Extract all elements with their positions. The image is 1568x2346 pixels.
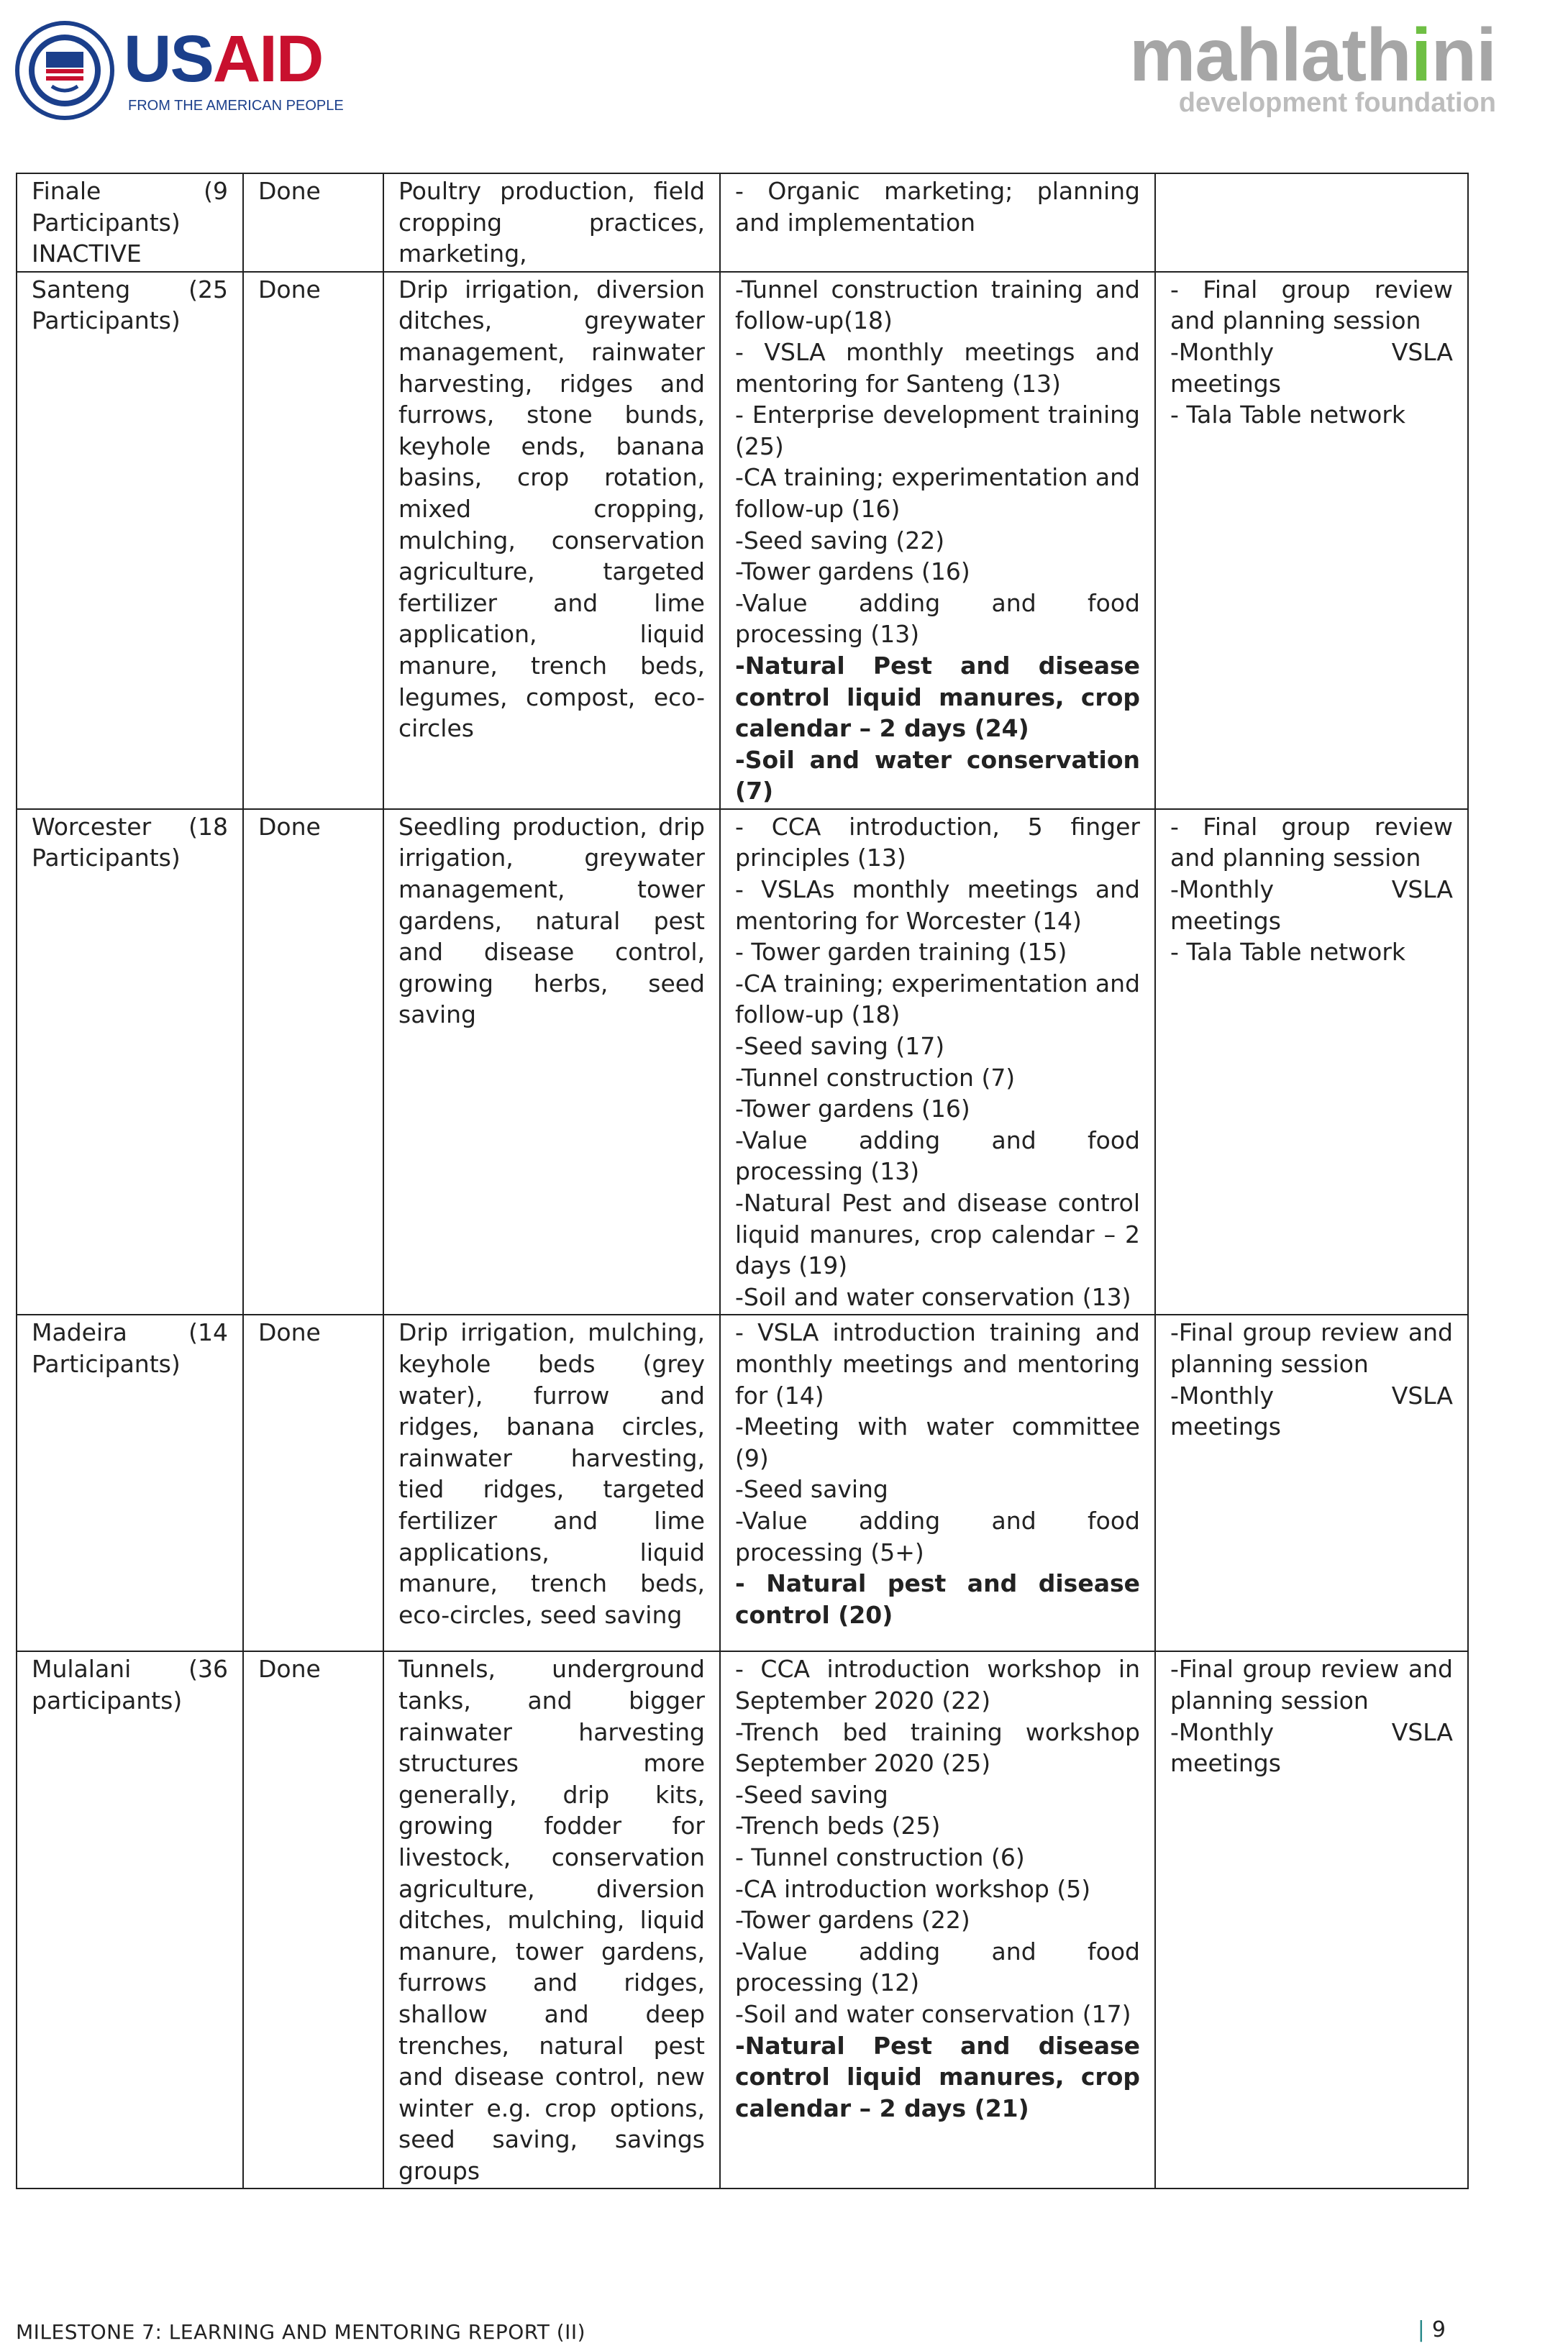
group-line: participants) [32,1686,183,1715]
activity-item: -CA training; experimentation and follow-up (16) [735,463,1141,523]
practices-text: Tunnels, underground tanks, and bigger rainwater harvesting structures more generally, drip kits, growing fodder for livestock, conservation agriculture, diversion ditches, mulching, liquid manure, tower gardens, furrows and ridges, shallow and deep trenches, natural pest and disease control, new winter e.g. crop options, seed saving, savings groups [398,1655,705,2185]
status-cell [243,809,383,1315]
table-row [17,809,1468,1315]
activity-item: -Natural Pest and disease control liquid manures, crop calendar – 2 days (19) [735,1189,1140,1280]
footer-page-number-block [1418,2317,1446,2342]
activity-item: - VSLA introduction training and monthly meetings and mentoring for (14) [735,1318,1140,1410]
status-text: Done [258,1655,321,1684]
activity-item: -Soil and water conservation (7) [735,745,1140,805]
group-cell [17,1651,243,2188]
table-row [17,1315,1468,1651]
status-text: Done [258,275,321,303]
group-line: INACTIVE [32,239,142,268]
status-cell [243,1651,383,2188]
group-line: Finale (9 [32,177,228,205]
group-cell [17,173,243,272]
practices-text: Drip irrigation, mulching, keyhole beds (grey water), furrow and ridges, banana circles, rainwater harvesting, tied ridges, targeted fertilizer and lime applications, liquid manure, trench beds, eco-circles, seed saving [398,1318,705,1629]
status-cell [243,272,383,809]
next-steps-cell [1155,1315,1468,1651]
activity-item: -Value adding and food processing (5+) [735,1506,1140,1566]
group-line: Mulalani (36 [32,1655,228,1684]
activity-item: -Seed saving [735,1780,888,1809]
status-text: Done [258,1318,321,1347]
activity-item: -Natural Pest and disease control liquid manures, crop calendar – 2 days (21) [735,2031,1140,2122]
activity-item: - Organic marketing; planning and implementation [735,177,1140,237]
status-text: Done [258,177,321,205]
practices-text: Seedling production, drip irrigation, greywater management, tower gardens, natural pest and disease control, growing herbs, seed saving [398,812,705,1029]
activity-item: -Tunnel construction (7) [735,1063,1016,1092]
learning-groups-table [16,173,1469,2189]
next-step-item: -Monthly VSLA meetings [1170,875,1453,935]
activity-item: -Natural Pest and disease control liquid manures, crop calendar – 2 days (24) [735,651,1140,743]
activity-item: - CCA introduction, 5 finger principles (13) [735,812,1140,872]
activities-cell [720,809,1155,1315]
practices-cell [383,173,720,272]
next-step-item: - Tala Table network [1170,938,1406,967]
footer-report-title: MILESTONE 7: LEARNING AND MENTORING REPORT (II) [16,2320,586,2344]
group-line: Santeng (25 [32,275,228,303]
table-row [17,1651,1468,2188]
activity-item: - VSLA monthly meetings and mentoring for Santeng (13) [735,337,1140,398]
group-line: Participants) [32,306,181,335]
activity-item: -Seed saving (17) [735,1032,945,1061]
table-row [17,173,1468,272]
activity-item: -Trench beds (25) [735,1812,941,1840]
mahlathini-wordmark: mahlathini [1129,14,1496,97]
table-body [17,173,1468,2188]
activities-cell [720,173,1155,272]
activity-item: - CCA introduction workshop in September 2020 (22) [735,1655,1140,1715]
activity-item: -Seed saving (22) [735,526,945,554]
activity-item: -Value adding and food processing (12) [735,1937,1140,1997]
activity-item: -Tower gardens (16) [735,557,970,586]
activities-cell [720,272,1155,809]
practices-cell [383,809,720,1315]
activities-cell [720,1651,1155,2188]
activity-item: -Value adding and food processing (13) [735,1126,1140,1186]
status-cell [243,1315,383,1651]
activities-cell [720,1315,1155,1651]
mahlathini-logo [1065,16,1496,124]
next-step-item: - Final group review and planning session [1170,275,1453,335]
status-text: Done [258,812,321,841]
group-cell [17,1315,243,1651]
activity-item: -Value adding and food processing (13) [735,588,1140,649]
mahlathini-subtitle: development foundation [1178,88,1496,118]
group-cell [17,272,243,809]
practices-cell [383,1315,720,1651]
next-step-item: -Final group review and planning session [1170,1318,1453,1378]
group-cell [17,809,243,1315]
next-steps-cell [1155,1651,1468,2188]
activity-item: - Tower garden training (15) [735,938,1067,967]
group-line: Madeira (14 [32,1318,228,1347]
activity-item: -CA introduction workshop (5) [735,1874,1091,1903]
group-line: Worcester (18 [32,812,228,841]
practices-cell [383,1651,720,2188]
activity-item: -Tower gardens (22) [735,1906,970,1935]
activity-item: -Seed saving [735,1475,888,1504]
group-line: Participants) [32,1349,181,1378]
activity-item: - Enterprise development training (25) [735,401,1140,460]
activity-item: - Tunnel construction (6) [735,1843,1025,1871]
next-step-item: -Monthly VSLA meetings [1170,1381,1453,1441]
activity-item: -Soil and water conservation (17) [735,1999,1131,2028]
activity-item: -CA training; experimentation and follow-up (18) [735,969,1141,1029]
usaid-seal-icon [14,20,115,121]
activity-item: -Soil and water conservation (13) [735,1282,1131,1311]
next-steps-cell [1155,809,1468,1315]
next-steps-cell [1155,173,1468,272]
group-line: Participants) [32,844,181,872]
practices-text: Drip irrigation, diversion ditches, greywater management, rainwater harvesting, ridges and furrows, stone bunds, keyhole ends, banana basins, crop rotation, mixed cropping, mulching, conservation agriculture, targeted fertilizer and lime application, liquid manure, trench beds, legumes, compost, eco-circles [398,275,705,743]
usaid-logo [14,20,345,121]
usaid-wordmark: USAID [124,22,323,96]
practices-text: Poultry production, field cropping practices, marketing, [398,177,705,268]
next-step-item: -Monthly VSLA meetings [1170,1717,1453,1778]
next-step-item: - Final group review and planning session [1170,812,1453,872]
activity-item: - Natural pest and disease control (20) [735,1569,1140,1629]
next-steps-cell [1155,272,1468,809]
practices-cell [383,272,720,809]
next-step-item: - Tala Table network [1170,401,1406,429]
group-line: Participants) [32,208,181,237]
activity-item: -Tunnel construction training and follow-up(18) [735,275,1140,335]
activity-item: -Trench bed training workshop September 2020 (25) [735,1717,1140,1778]
footer-page-number: 9 [1431,2317,1446,2342]
activity-item: -Meeting with water committee (9) [735,1412,1140,1472]
activity-item: -Tower gardens (16) [735,1095,970,1123]
usaid-tagline: FROM THE AMERICAN PEOPLE [128,98,344,114]
next-step-item: -Final group review and planning session [1170,1655,1453,1715]
status-cell [243,173,383,272]
activity-item: - VSLAs monthly meetings and mentoring for Worcester (14) [735,875,1140,935]
footer-separator: | [1417,2317,1425,2342]
table-row [17,272,1468,809]
next-step-item: -Monthly VSLA meetings [1170,337,1453,398]
